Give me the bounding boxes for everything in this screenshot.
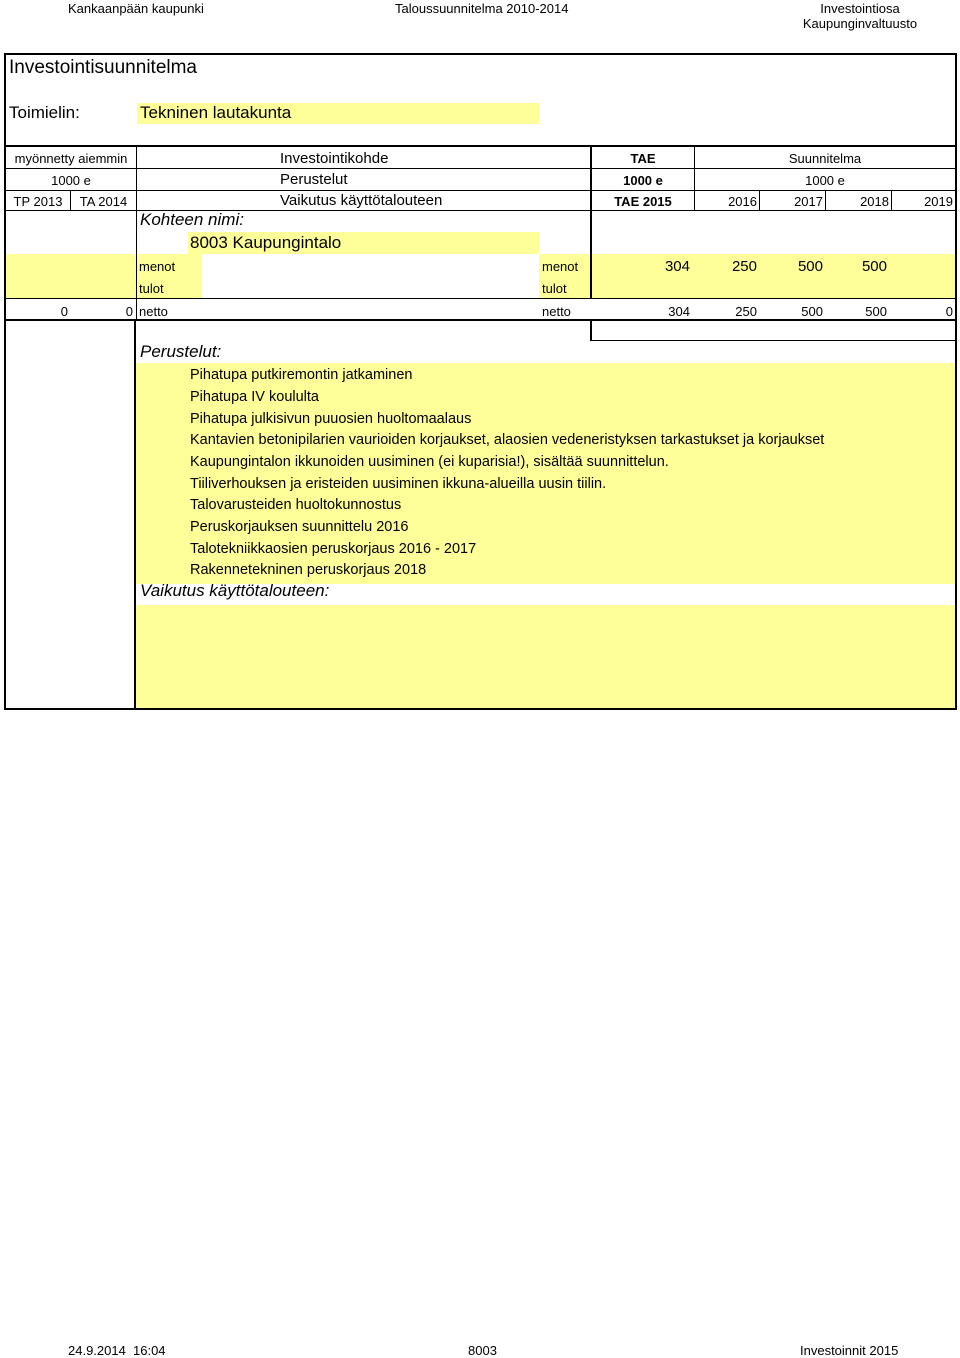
footer-code: 8003 [468,1343,497,1358]
perustelut-line: Pihatupa julkisivun puuosien huoltomaalaus [190,411,472,427]
year-2016: 2016 [728,194,757,209]
header-organization: Kankaanpään kaupunki [68,1,204,16]
netto-tae-2015: 304 [668,304,690,319]
ta-netto: 0 [125,304,133,319]
ta-header: TA 2014 [79,194,128,209]
tae-unit: 1000 e [623,173,663,188]
perustelut-line: Tiiliverhouksen ja eristeiden uusiminen ikkuna-alueilla uusin tiilin. [190,476,607,492]
netto-2017: 500 [801,304,823,319]
footer-sheet-name: Investoinnit 2015 [800,1343,899,1358]
menot-tae-2015[interactable]: 304 [664,258,690,275]
kohde-label: Kohteen nimi: [140,210,244,229]
tae-year: TAE 2015 [614,194,672,209]
footer-time: 16:04 [133,1343,166,1358]
header-document-title: Taloussuunnitelma 2010-2014 [395,1,569,16]
year-2018: 2018 [860,194,889,209]
menot-2018[interactable]: 500 [861,258,887,275]
toimielin-label: Toimielin: [9,103,80,122]
header-section: Investointiosa [820,1,900,16]
sheet-title: Investointisuunnitelma [9,57,197,78]
suunnitelma-header: Suunnitelma [788,151,862,166]
investointikohde-header: Investointikohde [280,150,389,167]
menot-2017[interactable]: 500 [797,258,823,275]
suunnitelma-unit: 1000 e [805,173,845,188]
netto-label: netto [139,304,168,319]
tp-header: TP 2013 [13,194,63,209]
perustelut-line: Pihatupa IV koululta [190,389,319,405]
perustelut-line: Talotekniikkaosien peruskorjaus 2016 - 2017 [190,541,477,557]
year-2019: 2019 [924,194,953,209]
perustelut-line: Peruskorjauksen suunnittelu 2016 [190,519,409,535]
perustelut-header: Perustelut [280,171,348,188]
menot-2016[interactable]: 250 [731,258,757,275]
myonnetty-header: myönnetty aiemmin [14,151,128,166]
vaikutus-label: Vaikutus käyttötalouteen: [140,581,330,600]
perustelut-label: Perustelut: [140,342,222,361]
vaikutus-header: Vaikutus käyttötalouteen [280,192,443,209]
toimielin-value[interactable]: Tekninen lautakunta [140,103,292,122]
perustelut-line: Rakennetekninen peruskorjaus 2018 [190,562,427,578]
menot-label-right: menot [542,259,579,274]
perustelut-line: Pihatupa putkiremontin jatkaminen [190,367,413,383]
perustelut-line: Kantavien betonipilarien vaurioiden korjaukset, alaosien vedeneristyksen tarkastukset ja korjaukset [190,432,825,448]
year-2017: 2017 [794,194,823,209]
perustelut-line: Talovarusteiden huoltokunnostus [190,497,402,513]
unit-left: 1000 e [51,173,91,188]
perustelut-line: Kaupungintalon ikkunoiden uusiminen (ei kuparisia!), sisältää suunnittelun. [190,454,669,470]
netto-2019: 0 [945,304,953,319]
netto-2016: 250 [735,304,757,319]
netto-label-right: netto [542,304,571,319]
tulot-label-right: tulot [542,281,567,296]
menot-label: menot [139,259,176,274]
tp-netto: 0 [60,304,68,319]
tulot-label: tulot [139,281,164,296]
netto-2018: 500 [865,304,887,319]
footer-date: 24.9.2014 [68,1343,126,1358]
kohde-name[interactable]: 8003 Kaupungintalo [190,233,342,252]
header-body: Kaupunginvaltuusto [802,16,918,31]
tae-header: TAE [630,151,656,166]
